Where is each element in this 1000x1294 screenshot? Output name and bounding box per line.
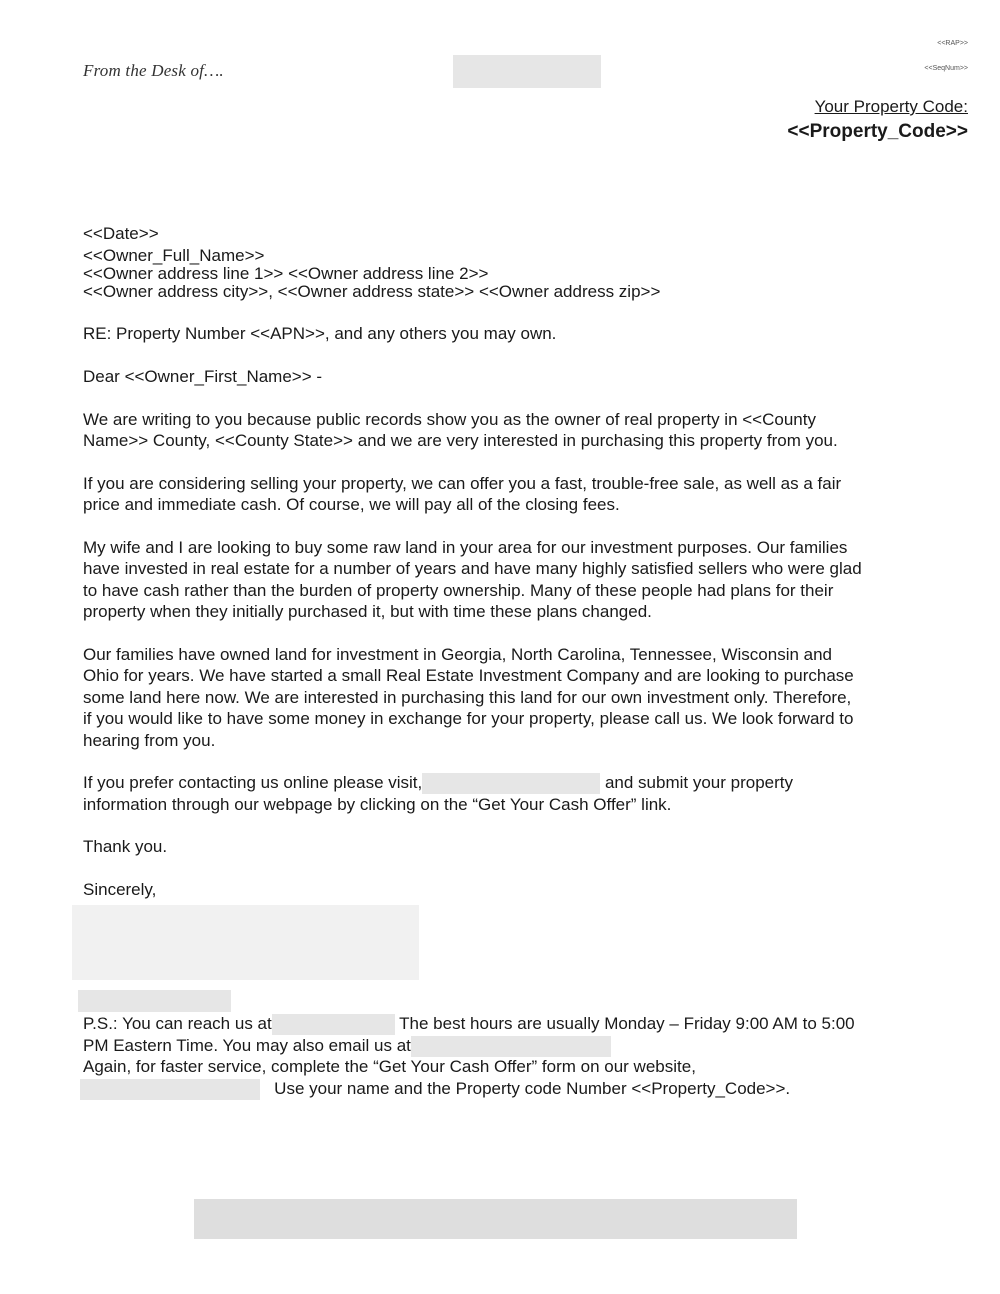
- seqnum-tag: <<SeqNum>>: [924, 65, 968, 72]
- property-code-value: <<Property_Code>>: [787, 121, 968, 142]
- property-code-label: Your Property Code:: [814, 97, 968, 116]
- redacted-email-address[interactable]: [411, 1036, 611, 1057]
- postscript-line: [83, 1035, 953, 1057]
- paragraph-line: information through our webpage by clicking on the “Get Your Cash Offer” link.: [83, 794, 672, 814]
- paragraph-line: We are writing to you because public records show you as the owner of real property in <<County: [83, 409, 816, 429]
- paragraph-line: [83, 772, 933, 794]
- postscript-line: [83, 1013, 953, 1035]
- visit-website-text: If you prefer contacting us online please visit,: [83, 773, 423, 792]
- redacted-website-url[interactable]: [80, 1079, 260, 1100]
- redacted-phone-number[interactable]: [272, 1014, 395, 1035]
- from-desk-heading: From the Desk of….: [83, 61, 224, 80]
- owner-address-lines: <<Owner address line 1>> <<Owner address line 2>>: [83, 263, 489, 283]
- redacted-footer: [194, 1199, 797, 1239]
- letter-body: [83, 223, 933, 900]
- email-us-text: PM Eastern Time. You may also email us at: [83, 1035, 411, 1055]
- salutation: Dear <<Owner_First_Name>> -: [83, 367, 323, 386]
- submit-property-text: and submit your property: [600, 773, 794, 792]
- redacted-website-link[interactable]: [422, 773, 600, 794]
- sincerely: Sincerely,: [83, 879, 157, 899]
- owner-city-state-zip: <<Owner address city>>, <<Owner address state>> <<Owner address zip>>: [83, 281, 661, 301]
- postscript-line: Again, for faster service, complete the “Get Your Cash Offer” form on our website,: [83, 1057, 696, 1076]
- postscript-line: [83, 1078, 953, 1100]
- rap-tag: <<RAP>>: [937, 40, 968, 47]
- redacted-signature: [72, 905, 419, 980]
- paragraph-line: property when they initially purchased it, but with time these plans changed.: [83, 602, 652, 621]
- paragraph-line: Our families have owned land for investment in Georgia, North Carolina, Tennessee, Wisconsin and: [83, 644, 833, 664]
- paragraph-line: If you are considering selling your property, we can offer you a fast, trouble-free sale, as well as a fair: [83, 473, 842, 493]
- redacted-sender-name: [453, 55, 601, 88]
- use-your-name-text: Use your name and the Property code Number <<Property_Code>>.: [274, 1078, 791, 1098]
- address-block: [83, 223, 933, 299]
- postscript: [83, 1013, 953, 1099]
- paragraph-line: hearing from you.: [83, 730, 216, 750]
- paragraph-4: [83, 644, 933, 752]
- paragraph-line: have invested in real estate for a number of years and have many highly satisfied sellers who were glad: [83, 559, 862, 578]
- paragraph-line: Name>> County, <<County State>> and we are very interested in purchasing this property from you.: [83, 431, 838, 450]
- best-hours-text: The best hours are usually Monday – Friday 9:00 AM to 5:00: [399, 1014, 855, 1033]
- paragraph-line: My wife and I are looking to buy some raw land in your area for our investment purposes. Our families: [83, 537, 848, 557]
- paragraph-line: price and immediate cash. Of course, we will pay all of the closing fees.: [83, 495, 620, 514]
- owner-full-name: <<Owner_Full_Name>>: [83, 245, 265, 265]
- paragraph-line: to have cash rather than the burden of property ownership. Many of these people had plans for their: [83, 580, 834, 600]
- paragraph-line: if you would like to have some money in exchange for your property, please call us. We look forward to: [83, 709, 854, 728]
- paragraph-1: [83, 409, 933, 452]
- paragraph-5: [83, 772, 933, 815]
- paragraph-3: [83, 537, 933, 623]
- reach-us-text: P.S.: You can reach us at: [83, 1014, 272, 1033]
- letter-date: <<Date>>: [83, 224, 159, 243]
- paragraph-line: Ohio for years. We have started a small Real Estate Investment Company and are looking to purchase: [83, 666, 854, 685]
- re-line: RE: Property Number <<APN>>, and any others you may own.: [83, 323, 557, 343]
- paragraph-line: some land here now. We are interested in purchasing this land for our own investment only. Therefore,: [83, 687, 852, 707]
- redacted-signer-name: [78, 990, 231, 1012]
- paragraph-2: [83, 473, 933, 516]
- thank-you: Thank you.: [83, 837, 168, 856]
